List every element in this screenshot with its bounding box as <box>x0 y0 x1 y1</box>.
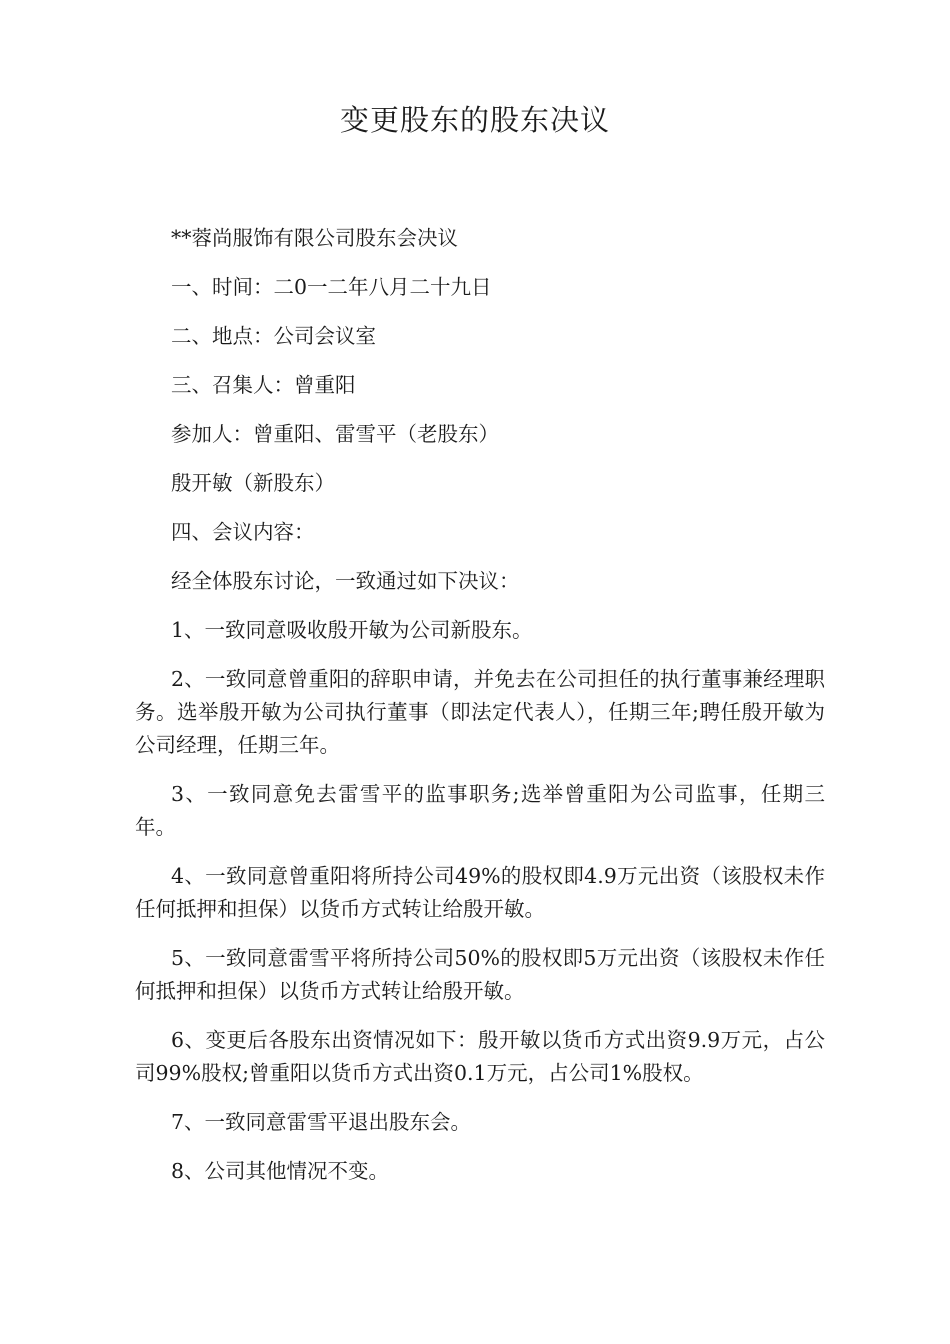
paragraph-discussion: 经全体股东讨论，一致通过如下决议： <box>171 569 520 593</box>
document-body <box>135 222 825 1204</box>
paragraph-meeting-content: 四、会议内容： <box>171 520 315 544</box>
document-title: 变更股东的股东决议 <box>339 103 610 137</box>
resolution-item-7: 7、一致同意雷雪平退出股东会。 <box>171 1110 472 1134</box>
paragraph-participants: 参加人：曾重阳、雷雪平（老股东） <box>171 422 499 446</box>
resolution-item-8: 8、公司其他情况不变。 <box>171 1159 390 1183</box>
paragraph-convener: 三、召集人：曾重阳 <box>171 373 356 397</box>
resolution-item-5: 5、一致同意雷雪平将所持公司50%的股权即5万元出资（该股权未作任何抵押和担保）以货币方式转让给殷开敏。 <box>135 946 825 1003</box>
paragraph-time: 一、时间：二0一二年八月二十九日 <box>171 275 492 299</box>
resolution-item-4: 4、一致同意曾重阳将所持公司49%的股权即4.9万元出资（该股权未作任何抵押和担保）以货币方式转让给殷开敏。 <box>135 864 825 921</box>
resolution-item-1: 1、一致同意吸收殷开敏为公司新股东。 <box>171 618 533 642</box>
resolution-item-6: 6、变更后各股东出资情况如下：殷开敏以货币方式出资9.9万元，占公司99%股权;曾重阳以货币方式出资0.1万元，占公司1%股权。 <box>135 1028 825 1085</box>
resolution-item-3: 3、一致同意免去雷雪平的监事职务;选举曾重阳为公司监事，任期三年。 <box>135 782 825 839</box>
paragraph-new-shareholder: 殷开敏（新股东） <box>171 471 335 495</box>
paragraph-company-resolution: **蓉尚服饰有限公司股东会决议 <box>171 226 458 250</box>
resolution-item-2: 2、一致同意曾重阳的辞职申请，并免去在公司担任的执行董事兼经理职务。选举殷开敏为公司执行董事（即法定代表人），任期三年;聘任殷开敏为公司经理，任期三年。 <box>135 667 825 757</box>
paragraph-location: 二、地点：公司会议室 <box>171 324 376 348</box>
